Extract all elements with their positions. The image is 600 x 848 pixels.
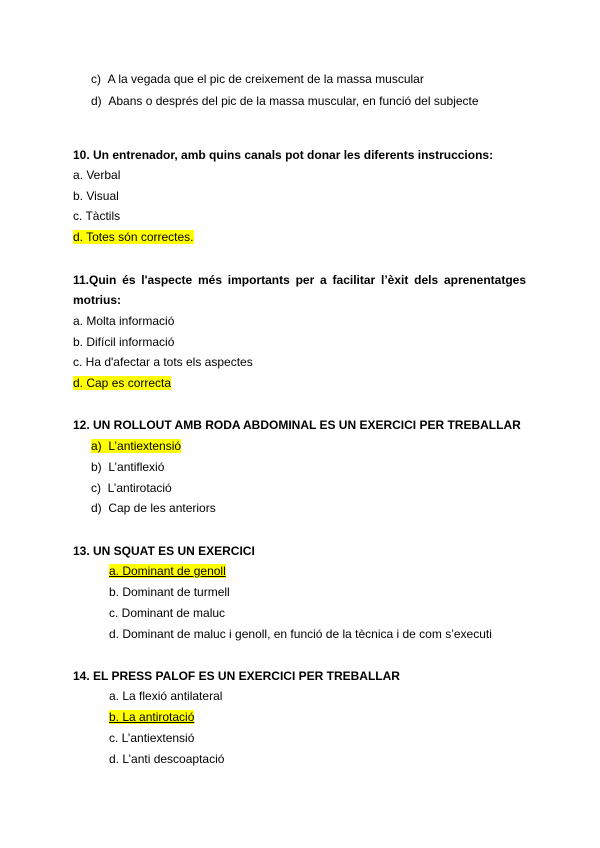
question-13-option-d: d. Dominant de maluc i genoll, en funció de la tècnica i de com s’executi (109, 627, 492, 641)
question-10-title: 10. Un entrenador, amb quins canals pot donar les diferents instruccions: (73, 148, 494, 162)
question-14-option-b-correct (109, 710, 194, 725)
question-11-option-c: c. Ha d'afectar a tots els aspectes (73, 355, 253, 369)
highlighted-answer: b. La antirotació (109, 710, 195, 724)
option-c: c) A la vegada que el pic de creixement de la massa muscular (91, 72, 424, 86)
question-13-option-a-correct (109, 564, 226, 579)
highlighted-answer: d. Totes són correctes. (73, 230, 194, 244)
question-11-option-a: a. Molta informació (73, 314, 175, 328)
question-11-option-d-correct (73, 376, 171, 391)
question-10-option-c: c. Tàctils (73, 209, 121, 223)
question-12-title: 12. UN ROLLOUT AMB RODA ABDOMINAL ES UN EXERCICI PER TREBALLAR (73, 418, 521, 432)
question-11-option-b: b. Difícil informació (73, 335, 175, 349)
highlighted-answer: a) L’antiextensió (91, 439, 182, 453)
question-13-option-b: b. Dominant de turmell (109, 585, 230, 599)
question-12-option-d: d) Cap de les anteriors (91, 501, 216, 515)
question-14-option-c: c. L’antiextensió (109, 731, 195, 745)
question-13-option-c: c. Dominant de maluc (109, 606, 226, 620)
highlighted-answer: a. Dominant de genoll (109, 564, 226, 578)
question-11-title-line-1: 11.Quin és l'aspecte més importants per a facilitar l’èxit dels aprenentatges (73, 273, 526, 287)
question-12-option-c: c) L’antirotació (91, 481, 172, 495)
question-10-option-b: b. Visual (73, 189, 119, 203)
question-13-title: 13. UN SQUAT ES UN EXERCICI (73, 544, 255, 558)
highlighted-answer: d. Cap es correcta (73, 376, 172, 390)
question-14-title: 14. EL PRESS PALOF ES UN EXERCICI PER TREBALLAR (73, 669, 400, 683)
question-12-option-b: b) L’antiflexió (91, 460, 165, 474)
question-11-title-line-2: motrius: (73, 293, 121, 307)
question-10-option-d-correct (73, 230, 194, 245)
option-d: d) Abans o després del pic de la massa muscular, en funció del subjecte (91, 94, 479, 108)
question-10-option-a: a. Verbal (73, 168, 121, 182)
question-14-option-a: a. La flexió antilateral (109, 689, 223, 703)
question-12-option-a-correct (91, 439, 181, 454)
question-14-option-d: d. L’anti descoaptació (109, 752, 225, 766)
